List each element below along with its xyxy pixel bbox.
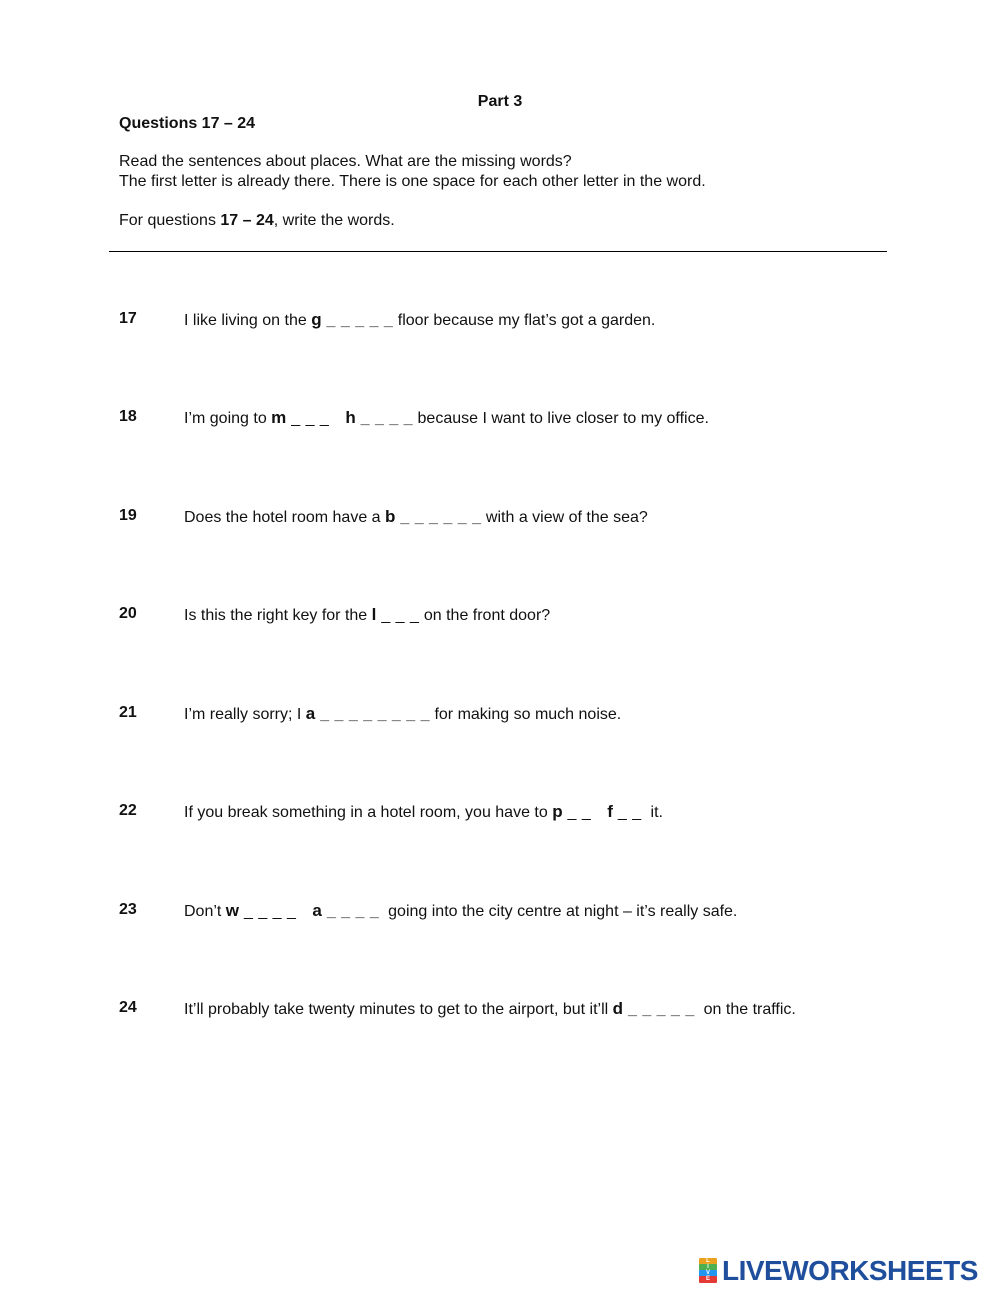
question-20-text [184, 605, 550, 625]
question-24-text [184, 999, 796, 1019]
instruction-post: , write the words. [273, 212, 395, 229]
question-text: going into the city centre at night – it’s really safe. [379, 903, 738, 920]
question-text: with a view of the sea? [481, 509, 648, 526]
liveworksheets-logo[interactable] [697, 1256, 978, 1286]
logo-icon [697, 1258, 719, 1284]
question-number: 19 [119, 507, 137, 524]
question-number: 21 [119, 704, 137, 721]
question-text: Is this the right key for the [184, 607, 372, 624]
question-19-text [184, 507, 648, 527]
answer-blank[interactable]: _ _ _ [286, 410, 330, 427]
question-text: I’m going to [184, 410, 272, 427]
answer-blank[interactable]: _ _ _ [376, 607, 420, 624]
first-letter: l [371, 605, 377, 624]
instruction-line-1: Read the sentences about places. What are the missing words? [119, 153, 572, 170]
logo-mark-letter: L [699, 1258, 717, 1265]
logo-text: LIVEWORKSHEETS [722, 1255, 978, 1286]
first-letter: a [305, 704, 316, 723]
instruction-line-2: The first letter is already there. There is one space for each other letter in the word. [119, 173, 706, 190]
first-letter: h [345, 408, 356, 427]
first-letter: b [385, 507, 396, 526]
first-letter: a [312, 901, 322, 920]
question-number: 17 [119, 310, 137, 327]
question-text: on the traffic. [694, 1001, 796, 1018]
instruction-range: 17 – 24 [220, 212, 274, 229]
question-text: it. [641, 804, 663, 821]
question-text: Don’t [184, 903, 226, 920]
first-letter: g [311, 310, 322, 329]
question-21-text [184, 704, 621, 724]
first-letter: p [552, 802, 563, 821]
question-text: because I want to live closer to my office. [413, 410, 709, 427]
part-title: Part 3 [477, 93, 523, 110]
answer-blank[interactable]: _ _ _ _ [239, 903, 297, 920]
answer-blank[interactable]: _ _ _ _ _ _ _ _ [315, 706, 431, 723]
question-number: 18 [119, 408, 137, 425]
answer-blank[interactable]: _ _ [612, 804, 642, 821]
logo-mark-letter: V [699, 1270, 717, 1277]
divider-line [109, 251, 887, 252]
first-letter: m [271, 408, 287, 427]
question-number: 23 [119, 901, 137, 918]
answer-blank[interactable]: _ _ [562, 804, 592, 821]
instruction-pre: For questions [119, 212, 221, 229]
question-text: I’m really sorry; I [184, 706, 306, 723]
question-text: on the front door? [419, 607, 551, 624]
question-23-text [184, 901, 737, 921]
question-text: floor because my flat’s got a garden. [393, 312, 656, 329]
question-number: 20 [119, 605, 137, 622]
answer-blank[interactable]: _ _ _ _ _ [321, 312, 394, 329]
logo-mark-letter: I [699, 1264, 717, 1271]
logo-mark-letter: E [699, 1276, 717, 1283]
first-letter: w [225, 901, 240, 920]
question-text: Does the hotel room have a [184, 509, 386, 526]
questions-range: Questions 17 – 24 [119, 115, 256, 132]
question-text: If you break something in a hotel room, you have to [184, 804, 553, 821]
question-text: I like living on the [184, 312, 312, 329]
answer-blank[interactable]: _ _ _ _ [321, 903, 380, 920]
question-text: It’ll probably take twenty minutes to get to the airport, but it’ll [184, 1001, 613, 1018]
answer-blank[interactable]: _ _ _ _ _ _ [395, 509, 482, 526]
answer-blank[interactable]: _ _ _ _ _ [623, 1001, 695, 1018]
first-letter: d [612, 999, 624, 1018]
answer-blank[interactable]: _ _ _ _ [355, 410, 414, 427]
question-number: 24 [119, 999, 137, 1016]
first-letter: f [607, 802, 613, 821]
question-17-text [184, 310, 655, 330]
instruction-line-3 [119, 211, 395, 231]
question-text: for making so much noise. [430, 706, 622, 723]
question-18-text [184, 408, 709, 428]
question-22-text [184, 802, 663, 822]
question-number: 22 [119, 802, 137, 819]
